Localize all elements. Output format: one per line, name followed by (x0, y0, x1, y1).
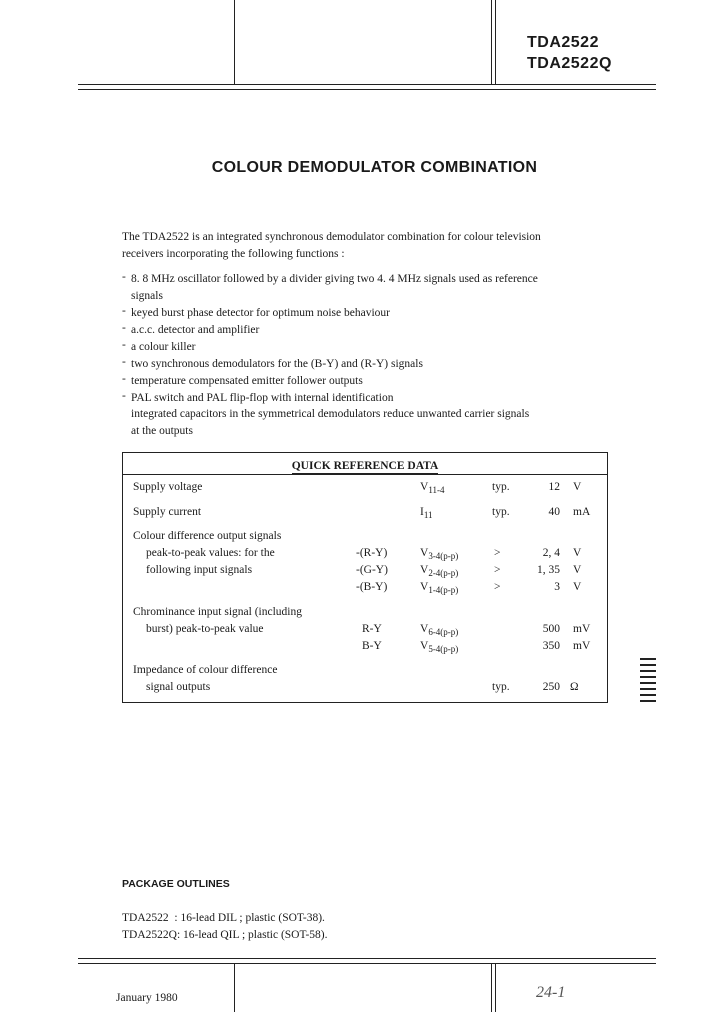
header-vline-left (234, 0, 235, 84)
footer-vline-right (495, 963, 496, 1012)
colour-diff-qualifier: > (494, 564, 501, 576)
impedance-value: 250 (542, 681, 560, 693)
bullet-dash: - (122, 390, 126, 402)
feature-item: keyed burst phase detector for optimum noise behaviour (131, 307, 390, 319)
feature-item: two synchronous demodulators for the (B-Y) and (R-Y) signals (131, 358, 423, 370)
feature-item: integrated capacitors in the symmetrical demodulators reduce unwanted carrier signals (131, 408, 530, 420)
header-vline-right (495, 0, 496, 84)
colour-diff-symbol: $V_{1-4(p-p)}$ (420, 581, 459, 595)
bullet-dash: - (122, 305, 126, 317)
header-hline-bottom (78, 89, 656, 90)
feature-item: 8. 8 MHz oscillator followed by a divider giving two 4. 4 MHz signals used as reference (131, 273, 538, 285)
feature-item: temperature compensated emitter follower outputs (131, 375, 363, 387)
colour-diff-label-2: peak-to-peak values: for the (146, 547, 275, 559)
colour-diff-label-3: following input signals (146, 564, 253, 576)
thumb-mark (640, 688, 656, 690)
supply-voltage-label: Supply voltage (133, 481, 203, 493)
supply-current-value: 40 (548, 506, 560, 518)
colour-diff-symbol: $V_{3-4(p-p)}$ (420, 547, 459, 561)
footer-hline-top (78, 958, 656, 959)
colour-diff-symbol: $V_{2-4(p-p)}$ (420, 564, 459, 578)
thumb-mark (640, 694, 656, 696)
footer-hline-bottom (78, 963, 656, 964)
package-heading: PACKAGE OUTLINES (122, 878, 230, 890)
chrominance-unit: mV (573, 623, 591, 635)
impedance-qualifier: typ. (492, 681, 510, 693)
thumb-mark (640, 700, 656, 702)
colour-diff-signal: -(R-Y) (356, 547, 388, 559)
quick-reference-title: QUICK REFERENCE DATA (291, 460, 439, 472)
colour-diff-qualifier: > (494, 547, 501, 559)
thumb-mark (640, 676, 656, 678)
supply-current-unit: mA (573, 506, 591, 518)
chrominance-value: 350 (542, 640, 560, 652)
header-hline-top (78, 84, 656, 85)
footer-date: January 1980 (116, 992, 178, 1004)
page-title: COLOUR DEMODULATOR COMBINATION (211, 159, 538, 176)
impedance-label-2: signal outputs (146, 681, 211, 693)
colour-diff-value: 1, 35 (537, 564, 560, 576)
part-number-2: TDA2522Q (527, 55, 612, 72)
impedance-label-1: Impedance of colour difference (133, 664, 278, 676)
supply-voltage-value: 12 (548, 481, 560, 493)
chrominance-signal: B-Y (362, 640, 382, 652)
supply-voltage-qualifier: typ. (492, 481, 510, 493)
chrominance-unit: mV (573, 640, 591, 652)
feature-item-cont: at the outputs (131, 425, 193, 437)
supply-current-label: Supply current (133, 506, 202, 518)
impedance-unit: Ω (570, 681, 579, 693)
quick-reference-title-rule (122, 474, 608, 475)
chrominance-symbol: $V_{5-4(p-p)}$ (420, 640, 459, 654)
colour-diff-signal: -(G-Y) (356, 564, 388, 576)
footer-vline-left (234, 963, 235, 1012)
feature-item-cont: signals (131, 290, 163, 302)
supply-current-symbol: $I_{11}$ (420, 506, 433, 520)
supply-voltage-unit: V (573, 481, 582, 493)
header-vline-mid (491, 0, 492, 84)
thumb-mark (640, 658, 656, 660)
colour-diff-label-1: Colour difference output signals (133, 530, 282, 542)
feature-item: a colour killer (131, 341, 196, 353)
chrominance-value: 500 (542, 623, 560, 635)
feature-item: a.c.c. detector and amplifier (131, 324, 260, 336)
bullet-dash: - (122, 271, 126, 283)
colour-diff-value: 3 (554, 581, 560, 593)
feature-item: PAL switch and PAL flip-flop with internal identification (131, 392, 394, 404)
supply-current-qualifier: typ. (492, 506, 510, 518)
chrominance-symbol: $V_{6-4(p-p)}$ (420, 623, 459, 637)
footer-vline-mid (491, 963, 492, 1012)
bullet-dash: - (122, 356, 126, 368)
thumb-mark (640, 682, 656, 684)
bullet-dash: - (122, 322, 126, 334)
colour-diff-unit: V (573, 547, 582, 559)
bullet-dash: - (122, 373, 126, 385)
chrominance-signal: R-Y (362, 623, 382, 635)
colour-diff-unit: V (573, 581, 582, 593)
colour-diff-unit: V (573, 564, 582, 576)
intro-line-2: receivers incorporating the following functions : (122, 248, 345, 260)
package-line: TDA2522Q: 16-lead QIL ; plastic (SOT-58). (122, 929, 328, 941)
thumb-mark (640, 670, 656, 672)
footer-page-mark: 24-1 (536, 984, 566, 1001)
colour-diff-value: 2, 4 (542, 547, 560, 559)
part-number-1: TDA2522 (527, 34, 599, 51)
bullet-dash: - (122, 339, 126, 351)
quick-reference-title-wrap (122, 456, 608, 474)
chrominance-label-2: burst) peak-to-peak value (146, 623, 264, 635)
chrominance-label-1: Chrominance input signal (including (133, 606, 302, 618)
colour-diff-signal: -(B-Y) (356, 581, 388, 593)
supply-voltage-symbol: $V_{11-4}$ (420, 481, 445, 495)
thumb-mark (640, 664, 656, 666)
colour-diff-qualifier: > (494, 581, 501, 593)
intro-line-1: The TDA2522 is an integrated synchronous demodulator combination for colour television (122, 231, 541, 243)
package-line: TDA2522 : 16-lead DIL ; plastic (SOT-38). (122, 912, 325, 924)
